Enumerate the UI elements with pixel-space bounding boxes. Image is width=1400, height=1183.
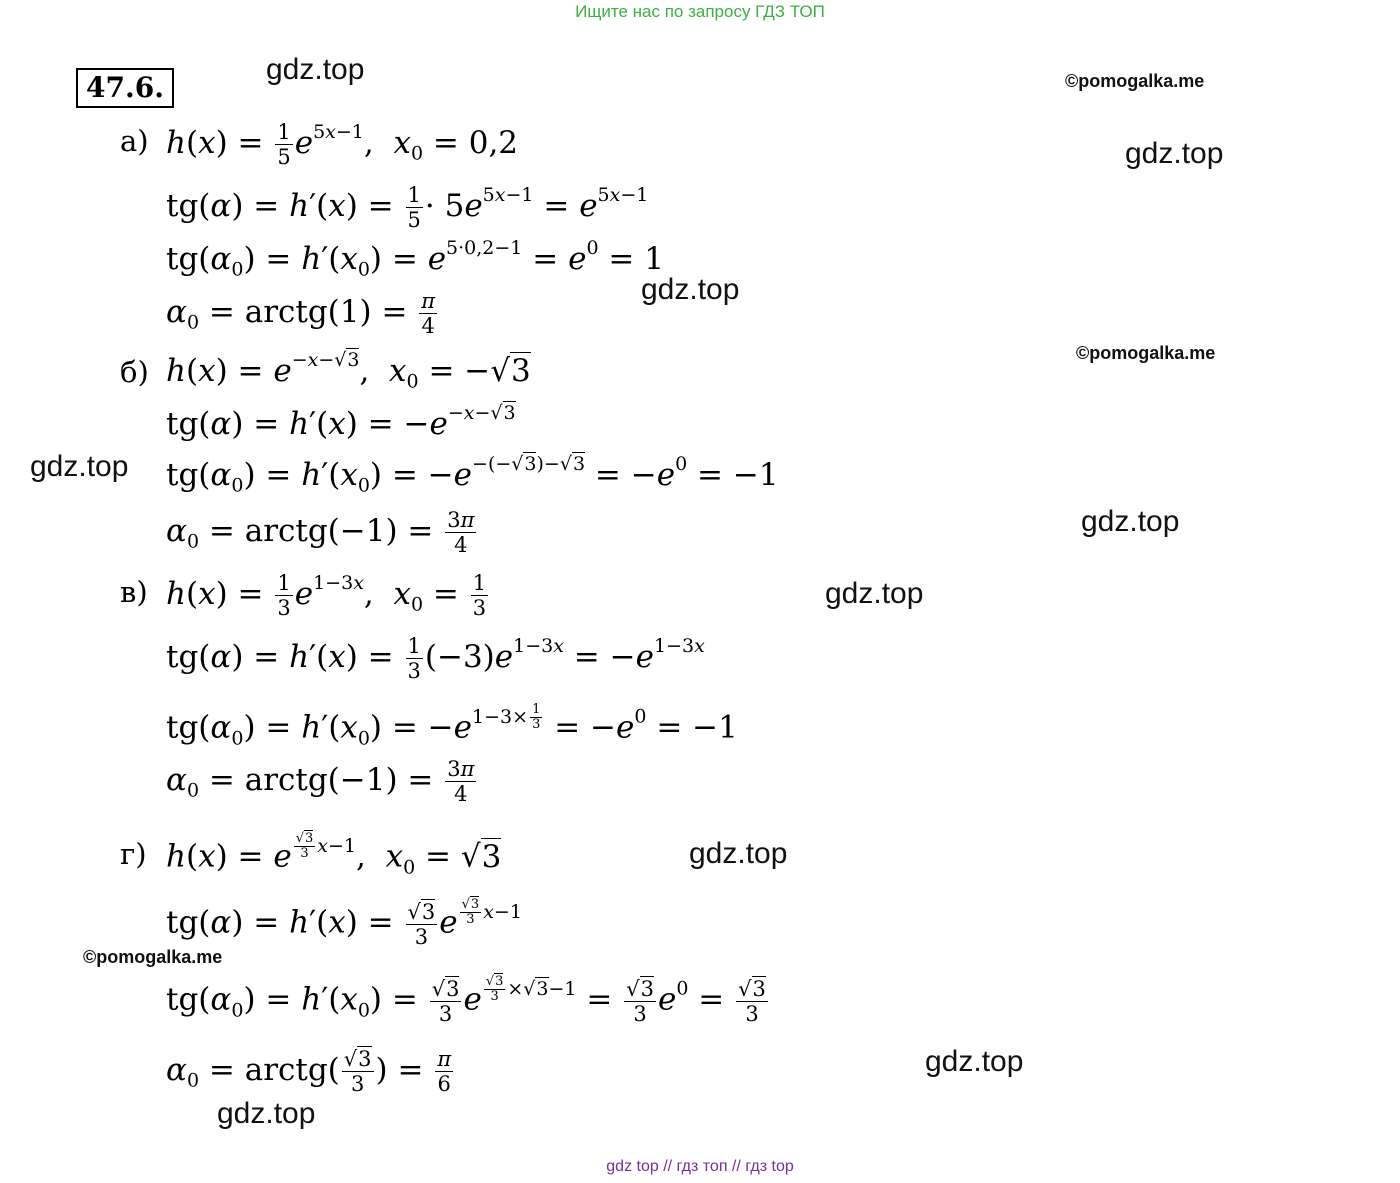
watermark: gdz.top: [217, 1097, 316, 1130]
formula-g4: $\alpha_0$ = arctg( $\frac{√3}{3}$ ) = $\frac{\pi}{6}$: [166, 1047, 452, 1096]
bottom-banner[interactable]: gdz top // гдз топ // гдз top: [606, 1158, 794, 1175]
watermark: gdz.top: [925, 1045, 1024, 1078]
formula-g1: h(x) = e $^{\frac{√3}{3} x-1}$, $x_0 = √3$: [166, 831, 502, 879]
formula-g3: $tg(\alpha_0) = h'(x_0)$ = $\frac{√3}{3}$ e $^{\frac{√3}{3} \times√3-1}$ = $\frac{√3}{3}$ $e^0$ = $\frac{√3}{3}$: [166, 974, 766, 1026]
formula-a4: $\alpha_0$ = arctg(1) = $\frac{\pi}{4}$: [166, 289, 436, 338]
watermark: gdz.top: [689, 837, 788, 870]
watermark: gdz.top: [1125, 137, 1224, 170]
problem-number: 47.6.: [76, 68, 174, 108]
part-label-a: а): [120, 124, 149, 158]
formula-v1: h(x) = $\frac{1}{3}$ $e^{1-3x}$, $x_0$ = $\frac{1}{3}$: [166, 571, 487, 620]
watermark: gdz.top: [30, 450, 129, 483]
copyright: ©pomogalka.me: [1076, 343, 1216, 363]
formula-v4: $\alpha_0$ = arctg(−1) = $\frac{3\pi}{4}$: [166, 757, 475, 806]
formula-a3: $tg(\alpha_0) = h'(x_0) = e^{5\cdot 0,2-1} = e^0 = 1$: [166, 236, 664, 281]
watermark: gdz.top: [825, 577, 924, 610]
part-label-g: г): [120, 837, 147, 871]
watermark: gdz.top: [1081, 505, 1180, 538]
formula-a2: tg(α) = h′(x) = $\frac{1}{5}$ · $5e^{5x-1} = e^{5x-1}$: [166, 183, 649, 232]
formula-b4: $\alpha_0$ = arctg(−1) = $\frac{3\pi}{4}$: [166, 508, 475, 557]
part-label-b: б): [120, 355, 149, 389]
formula-a1: h(x) = $\frac{1}{5}$ $e^{5x-1}$, $x_0 = 0,2$: [166, 120, 519, 169]
copyright: ©pomogalka.me: [1065, 71, 1205, 91]
formula-b3: $tg(\alpha_0) = h'(x_0) = -e^{-(-√3)-√3} = -e^0 = -1$: [166, 452, 779, 497]
watermark: gdz.top: [641, 273, 740, 306]
formula-g2: tg(α) = h′(x) = $\frac{√3}{3}$ e $^{\frac{√3}{3} x-1}$: [166, 897, 522, 949]
part-label-v: в): [120, 575, 148, 609]
top-banner: Ищите нас по запросу ГДЗ ТОП: [575, 2, 825, 21]
copyright: ©pomogalka.me: [83, 947, 223, 967]
formula-v2: tg(α) = h′(x) = $\frac{1}{3}$ $(-3)e^{1-3x} = -e^{1-3x}$: [166, 634, 705, 683]
formula-v3: $tg(\alpha_0) = h'(x_0) = -e^{1-3\times \frac{1}{3}}$ = $-e^0 = -1$: [166, 702, 738, 750]
formula-b2: $tg(\alpha) = h'(x) = -e^{-x-√3}$: [166, 401, 516, 442]
watermark: gdz.top: [266, 53, 365, 86]
formula-b1: $h(x) = e^{-x-√3}$, $x_0 = -√3$: [166, 348, 531, 393]
